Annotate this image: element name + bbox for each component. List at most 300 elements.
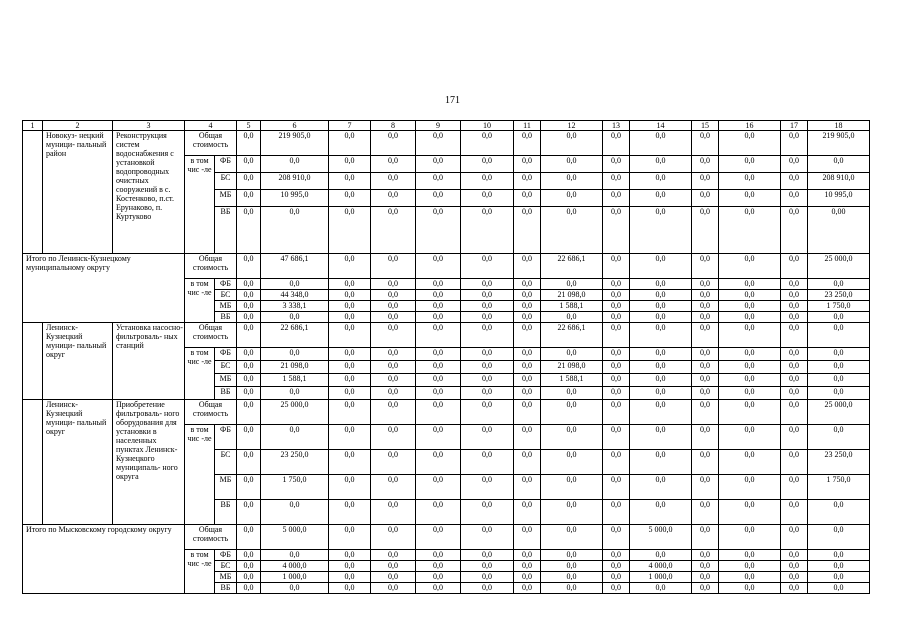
total-cost-label: Общая стоимость [185, 400, 237, 425]
subtotal-title-cell: Итого по Мысковскому городскому округу [23, 525, 185, 594]
value-cell: 0,0 [692, 387, 719, 400]
value-cell: 0,0 [514, 156, 541, 173]
value-cell: 0,0 [630, 583, 692, 594]
value-cell: 0,0 [416, 290, 461, 301]
value-cell: 0,0 [261, 550, 329, 561]
value-cell: 208 910,0 [261, 173, 329, 190]
value-cell: 0,0 [541, 387, 603, 400]
total-value-cell: 0,0 [630, 323, 692, 348]
total-value-cell: 0,0 [514, 525, 541, 550]
value-cell: 0,0 [329, 156, 371, 173]
value-cell: 0,0 [719, 572, 781, 583]
value-cell: 0,0 [329, 450, 371, 475]
value-cell: 0,0 [237, 207, 261, 254]
value-cell: 0,0 [630, 312, 692, 323]
value-cell: 0,0 [329, 500, 371, 525]
value-cell: 0,0 [514, 312, 541, 323]
total-value-cell: 47 686,1 [261, 254, 329, 279]
value-cell: 0,0 [371, 550, 416, 561]
total-value-cell: 0,0 [719, 400, 781, 425]
value-cell: 0,0 [416, 387, 461, 400]
value-cell: 0,0 [371, 374, 416, 387]
total-value-cell: 0,0 [692, 254, 719, 279]
total-value-cell: 0,0 [237, 131, 261, 156]
total-cost-label: Общая стоимость [185, 323, 237, 348]
total-value-cell: 0,0 [237, 254, 261, 279]
total-value-cell: 0,0 [329, 525, 371, 550]
value-cell: 0,0 [514, 475, 541, 500]
table-row [23, 525, 870, 550]
value-cell: 0,0 [630, 475, 692, 500]
value-cell: 0,0 [237, 550, 261, 561]
subtotal-title-cell: Итого по Ленинск-Кузнецкому муниципальному округу [23, 254, 185, 323]
header-cell-15: 15 [692, 121, 719, 131]
header-cell-11: 11 [514, 121, 541, 131]
header-cell-13: 13 [603, 121, 630, 131]
value-cell: 0,0 [371, 387, 416, 400]
value-cell: 0,0 [692, 361, 719, 374]
value-cell: 0,0 [781, 572, 808, 583]
value-cell: 0,0 [461, 348, 514, 361]
value-cell: 0,0 [719, 425, 781, 450]
header-cell-2: 2 [43, 121, 113, 131]
district-cell: Новокуз- нецкий муници- пальный район [43, 131, 113, 254]
value-cell: 0,0 [808, 387, 870, 400]
total-value-cell: 219 905,0 [261, 131, 329, 156]
value-cell: 0,0 [808, 425, 870, 450]
value-cell: 0,0 [719, 290, 781, 301]
total-value-cell: 0,0 [781, 254, 808, 279]
header-cell-17: 17 [781, 121, 808, 131]
total-value-cell: 0,0 [461, 400, 514, 425]
value-cell: 0,0 [719, 156, 781, 173]
value-cell: 1 588,1 [261, 374, 329, 387]
table-row [23, 254, 870, 279]
value-cell: 0,0 [692, 173, 719, 190]
value-cell: 0,0 [808, 348, 870, 361]
value-cell: 0,0 [692, 207, 719, 254]
value-cell: 0,0 [541, 156, 603, 173]
description-cell: Установка насосно- фильтроваль- ных станций [113, 323, 185, 400]
value-cell: 21 098,0 [541, 361, 603, 374]
value-cell: 23 250,0 [808, 450, 870, 475]
value-cell: 0,0 [603, 500, 630, 525]
value-cell: 0,0 [371, 475, 416, 500]
incl-label: в том чис -ле [185, 550, 215, 594]
value-cell: 0,0 [371, 207, 416, 254]
budget-code-cell: БС [215, 561, 237, 572]
budget-code-cell: МБ [215, 301, 237, 312]
district-cell: Ленинск- Кузнецкий муници- пальный округ [43, 323, 113, 400]
value-cell: 0,0 [416, 374, 461, 387]
value-cell: 0,0 [237, 173, 261, 190]
value-cell: 0,0 [781, 561, 808, 572]
total-cost-label: Общая стоимость [185, 131, 237, 156]
value-cell: 0,0 [630, 450, 692, 475]
value-cell: 0,0 [781, 361, 808, 374]
value-cell: 0,0 [416, 561, 461, 572]
total-value-cell: 0,0 [630, 131, 692, 156]
value-cell: 0,0 [630, 173, 692, 190]
value-cell: 0,0 [603, 190, 630, 207]
value-cell: 0,0 [808, 572, 870, 583]
value-cell: 0,0 [603, 572, 630, 583]
value-cell: 0,0 [808, 583, 870, 594]
value-cell: 0,0 [781, 450, 808, 475]
value-cell: 0,0 [808, 374, 870, 387]
value-cell: 0,0 [514, 583, 541, 594]
total-value-cell: 0,0 [329, 131, 371, 156]
value-cell: 0,0 [781, 279, 808, 290]
value-cell: 0,0 [371, 572, 416, 583]
incl-label: в том чис -ле [185, 425, 215, 525]
value-cell: 0,0 [237, 561, 261, 572]
table-row [23, 323, 870, 348]
value-cell: 0,0 [692, 583, 719, 594]
budget-code-cell: ФБ [215, 279, 237, 290]
budget-code-cell: ВБ [215, 312, 237, 323]
budget-code-cell: ФБ [215, 550, 237, 561]
budget-code-cell: ВБ [215, 583, 237, 594]
value-cell: 0,0 [329, 312, 371, 323]
budget-code-cell: МБ [215, 475, 237, 500]
header-cell-10: 10 [461, 121, 514, 131]
total-value-cell: 0,0 [371, 254, 416, 279]
budget-table [22, 120, 870, 594]
total-value-cell: 0,0 [237, 323, 261, 348]
total-value-cell: 0,0 [603, 323, 630, 348]
value-cell: 0,0 [781, 583, 808, 594]
value-cell: 0,0 [416, 500, 461, 525]
total-value-cell: 0,0 [416, 323, 461, 348]
total-value-cell: 0,0 [371, 400, 416, 425]
total-value-cell: 0,0 [692, 323, 719, 348]
value-cell: 0,0 [514, 572, 541, 583]
description-cell: Приобретение фильтроваль- ного оборудования для установки в населенных пунктах Ленинск- Кузнецкого муниципаль- ного округа [113, 400, 185, 525]
value-cell: 0,0 [461, 561, 514, 572]
value-cell: 0,0 [781, 156, 808, 173]
value-cell: 0,0 [371, 425, 416, 450]
value-cell: 0,0 [603, 312, 630, 323]
budget-code-cell: ВБ [215, 500, 237, 525]
value-cell: 0,0 [719, 312, 781, 323]
value-cell: 0,0 [808, 550, 870, 561]
total-value-cell: 0,0 [603, 254, 630, 279]
value-cell: 0,0 [603, 348, 630, 361]
value-cell: 0,0 [781, 348, 808, 361]
value-cell: 0,0 [237, 279, 261, 290]
total-value-cell: 219 905,0 [808, 131, 870, 156]
value-cell: 21 098,0 [261, 361, 329, 374]
value-cell: 0,0 [692, 156, 719, 173]
value-cell: 0,0 [603, 475, 630, 500]
value-cell: 0,0 [371, 450, 416, 475]
value-cell: 0,0 [261, 387, 329, 400]
value-cell: 0,0 [416, 312, 461, 323]
value-cell: 0,0 [808, 312, 870, 323]
value-cell: 0,0 [237, 583, 261, 594]
value-cell: 0,0 [461, 207, 514, 254]
budget-code-cell: МБ [215, 190, 237, 207]
value-cell: 44 348,0 [261, 290, 329, 301]
value-cell: 0,0 [237, 290, 261, 301]
value-cell: 0,0 [514, 173, 541, 190]
value-cell: 0,0 [630, 279, 692, 290]
value-cell: 0,0 [808, 500, 870, 525]
value-cell: 0,0 [514, 550, 541, 561]
value-cell: 0,0 [461, 583, 514, 594]
value-cell: 0,0 [719, 279, 781, 290]
value-cell: 0,0 [808, 279, 870, 290]
value-cell: 0,0 [261, 583, 329, 594]
total-value-cell: 5 000,0 [261, 525, 329, 550]
value-cell: 0,0 [514, 425, 541, 450]
value-cell: 0,0 [692, 572, 719, 583]
header-cell-8: 8 [371, 121, 416, 131]
total-value-cell: 0,0 [329, 323, 371, 348]
header-cell-1: 1 [23, 121, 43, 131]
value-cell: 0,0 [416, 190, 461, 207]
value-cell: 3 338,1 [261, 301, 329, 312]
value-cell: 0,0 [719, 173, 781, 190]
total-value-cell: 0,0 [371, 323, 416, 348]
value-cell: 0,0 [692, 450, 719, 475]
value-cell: 0,0 [329, 550, 371, 561]
value-cell: 0,0 [416, 572, 461, 583]
total-value-cell: 22 686,1 [541, 323, 603, 348]
value-cell: 0,0 [541, 190, 603, 207]
value-cell: 0,0 [781, 500, 808, 525]
district-cell: Ленинск- Кузнецкий муници- пальный округ [43, 400, 113, 525]
value-cell: 0,0 [781, 387, 808, 400]
value-cell: 0,0 [514, 374, 541, 387]
value-cell: 10 995,0 [261, 190, 329, 207]
total-value-cell: 0,0 [808, 323, 870, 348]
value-cell: 0,0 [261, 348, 329, 361]
total-value-cell: 0,0 [514, 323, 541, 348]
total-value-cell: 0,0 [416, 400, 461, 425]
value-cell: 0,0 [781, 312, 808, 323]
value-cell: 0,0 [541, 572, 603, 583]
value-cell: 0,0 [329, 561, 371, 572]
total-value-cell: 0,0 [781, 400, 808, 425]
total-value-cell: 0,0 [371, 525, 416, 550]
value-cell: 0,0 [692, 550, 719, 561]
value-cell: 0,0 [371, 361, 416, 374]
budget-code-cell: ФБ [215, 348, 237, 361]
value-cell: 0,0 [541, 207, 603, 254]
value-cell: 0,0 [541, 279, 603, 290]
value-cell: 0,0 [692, 301, 719, 312]
value-cell: 0,0 [514, 301, 541, 312]
value-cell: 0,0 [808, 561, 870, 572]
value-cell: 0,0 [719, 374, 781, 387]
value-cell: 0,0 [781, 290, 808, 301]
value-cell: 0,0 [261, 312, 329, 323]
total-value-cell: 0,0 [603, 400, 630, 425]
value-cell: 0,0 [630, 301, 692, 312]
table-body [23, 121, 870, 594]
value-cell: 23 250,0 [261, 450, 329, 475]
value-cell: 0,0 [329, 301, 371, 312]
value-cell: 1 750,0 [808, 301, 870, 312]
value-cell: 0,0 [416, 550, 461, 561]
budget-code-cell: БС [215, 450, 237, 475]
value-cell: 0,0 [329, 572, 371, 583]
value-cell: 0,0 [781, 425, 808, 450]
value-cell: 0,0 [514, 387, 541, 400]
value-cell: 0,0 [719, 561, 781, 572]
value-cell: 0,0 [329, 279, 371, 290]
total-value-cell: 22 686,1 [261, 323, 329, 348]
value-cell: 0,0 [416, 207, 461, 254]
value-cell: 0,0 [329, 348, 371, 361]
description-cell: Реконструкция систем водоснабжения с установкой водопроводных очистных сооружений в с. Костенково, п.ст. Ерунаково, п. Куртуково [113, 131, 185, 254]
value-cell: 0,0 [261, 207, 329, 254]
header-cell-16: 16 [719, 121, 781, 131]
value-cell: 0,0 [416, 156, 461, 173]
incl-label: в том чис -ле [185, 348, 215, 400]
value-cell: 0,0 [329, 173, 371, 190]
value-cell: 0,0 [630, 550, 692, 561]
value-cell: 0,0 [541, 312, 603, 323]
value-cell: 0,0 [371, 190, 416, 207]
budget-code-cell: БС [215, 290, 237, 301]
value-cell: 0,0 [692, 290, 719, 301]
total-value-cell: 0,0 [692, 525, 719, 550]
total-value-cell: 0,0 [719, 131, 781, 156]
value-cell: 0,0 [461, 387, 514, 400]
value-cell: 0,0 [461, 190, 514, 207]
value-cell: 0,0 [719, 450, 781, 475]
total-cost-label: Общая стоимость [185, 525, 237, 550]
value-cell: 208 910,0 [808, 173, 870, 190]
value-cell: 0,0 [237, 374, 261, 387]
row-number-cell [23, 400, 43, 525]
value-cell: 0,0 [461, 450, 514, 475]
value-cell: 0,0 [630, 500, 692, 525]
value-cell: 0,0 [514, 361, 541, 374]
value-cell: 0,0 [719, 500, 781, 525]
value-cell: 0,0 [719, 190, 781, 207]
value-cell: 0,0 [371, 301, 416, 312]
total-value-cell: 0,0 [371, 131, 416, 156]
value-cell: 0,0 [329, 425, 371, 450]
value-cell: 0,0 [541, 561, 603, 572]
total-value-cell: 0,0 [416, 254, 461, 279]
value-cell: 0,0 [261, 425, 329, 450]
value-cell: 0,0 [461, 312, 514, 323]
value-cell: 0,0 [719, 583, 781, 594]
value-cell: 1 750,0 [261, 475, 329, 500]
value-cell: 0,0 [514, 207, 541, 254]
value-cell: 0,0 [237, 500, 261, 525]
value-cell: 0,0 [603, 361, 630, 374]
total-value-cell: 0,0 [237, 400, 261, 425]
header-cell-4: 4 [185, 121, 237, 131]
value-cell: 0,0 [461, 301, 514, 312]
value-cell: 0,0 [261, 500, 329, 525]
total-value-cell: 0,0 [461, 525, 514, 550]
value-cell: 0,0 [603, 301, 630, 312]
value-cell: 0,0 [719, 301, 781, 312]
value-cell: 0,0 [541, 425, 603, 450]
total-value-cell: 0,0 [514, 254, 541, 279]
value-cell: 0,0 [603, 583, 630, 594]
value-cell: 0,0 [719, 361, 781, 374]
value-cell: 0,0 [237, 190, 261, 207]
value-cell: 0,0 [630, 374, 692, 387]
incl-label: в том чис -ле [185, 279, 215, 323]
value-cell: 0,0 [603, 207, 630, 254]
value-cell: 0,0 [630, 348, 692, 361]
value-cell: 0,0 [514, 450, 541, 475]
total-value-cell: 0,0 [329, 400, 371, 425]
value-cell: 23 250,0 [808, 290, 870, 301]
value-cell: 0,0 [603, 173, 630, 190]
budget-code-cell: ФБ [215, 425, 237, 450]
value-cell: 0,0 [603, 550, 630, 561]
value-cell: 0,0 [461, 290, 514, 301]
total-value-cell: 0,0 [808, 525, 870, 550]
value-cell: 0,0 [603, 290, 630, 301]
value-cell: 1 588,1 [541, 301, 603, 312]
value-cell: 0,0 [329, 475, 371, 500]
total-value-cell: 0,0 [541, 400, 603, 425]
total-value-cell: 0,0 [461, 131, 514, 156]
value-cell: 0,0 [416, 425, 461, 450]
value-cell: 0,0 [692, 475, 719, 500]
table-row [23, 400, 870, 425]
value-cell: 0,0 [719, 550, 781, 561]
total-value-cell: 0,0 [461, 323, 514, 348]
value-cell: 0,0 [541, 550, 603, 561]
value-cell: 0,0 [781, 301, 808, 312]
total-value-cell: 0,0 [781, 525, 808, 550]
value-cell: 0,0 [541, 583, 603, 594]
total-value-cell: 0,0 [541, 525, 603, 550]
total-value-cell: 0,0 [781, 323, 808, 348]
total-value-cell: 0,0 [461, 254, 514, 279]
value-cell: 0,0 [461, 361, 514, 374]
header-cell-3: 3 [113, 121, 185, 131]
value-cell: 0,0 [237, 475, 261, 500]
value-cell: 1 000,0 [630, 572, 692, 583]
value-cell: 0,0 [237, 450, 261, 475]
value-cell: 0,0 [371, 561, 416, 572]
budget-code-cell: БС [215, 361, 237, 374]
total-value-cell: 0,0 [541, 131, 603, 156]
value-cell: 0,0 [237, 348, 261, 361]
value-cell: 0,0 [541, 500, 603, 525]
value-cell: 0,0 [514, 561, 541, 572]
value-cell: 0,0 [692, 348, 719, 361]
value-cell: 0,0 [329, 190, 371, 207]
header-cell-12: 12 [541, 121, 603, 131]
value-cell: 0,0 [514, 348, 541, 361]
value-cell: 0,0 [808, 361, 870, 374]
value-cell: 4 000,0 [261, 561, 329, 572]
value-cell: 0,0 [261, 279, 329, 290]
value-cell: 0,0 [371, 156, 416, 173]
header-cell-14: 14 [630, 121, 692, 131]
value-cell: 0,0 [371, 279, 416, 290]
value-cell: 0,0 [514, 279, 541, 290]
value-cell: 21 098,0 [541, 290, 603, 301]
total-value-cell: 0,0 [603, 525, 630, 550]
value-cell: 0,0 [237, 301, 261, 312]
value-cell: 0,0 [603, 425, 630, 450]
